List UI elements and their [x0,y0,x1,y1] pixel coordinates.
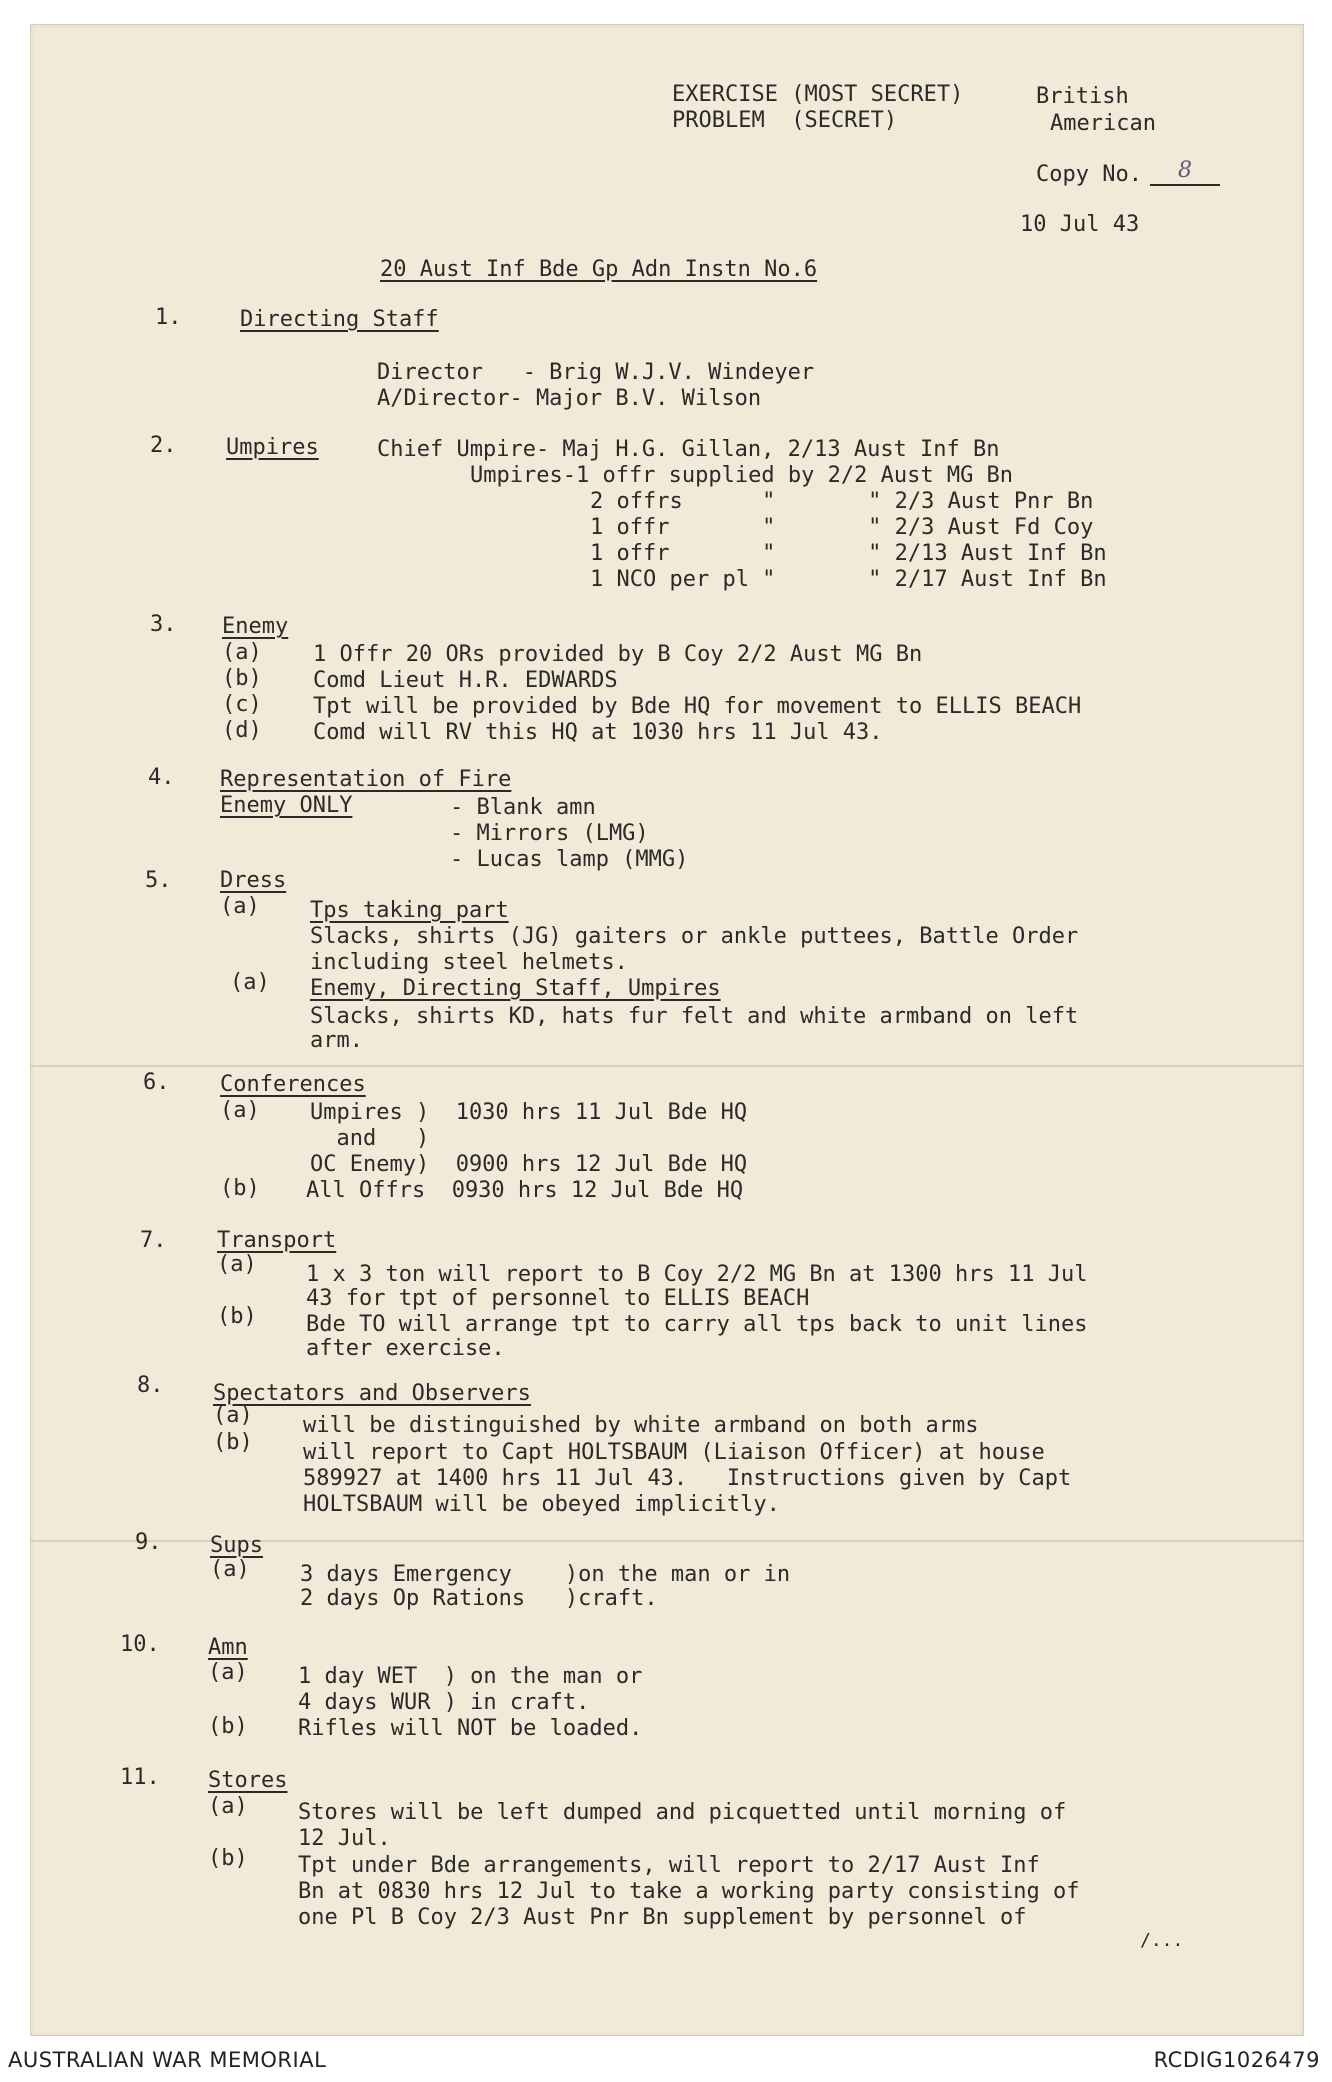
footer-source: AUSTRALIAN WAR MEMORIAL [8,2048,327,2072]
item-key: (b) [222,666,262,691]
item-key: (b) [213,1430,253,1455]
item-line: HOLTSBAUM will be obeyed implicitly. [303,1492,780,1517]
item-key: (a) [213,1403,253,1428]
item-text: 1 Offr 20 ORs provided by B Coy 2/2 Aust MG Bn [313,642,923,667]
item-line: 43 for tpt of personnel to ELLIS BEACH [306,1286,810,1311]
section-heading: Representation of Fire [220,767,512,792]
section-number: 4. [148,765,175,790]
copy-number: 8 [1150,158,1220,186]
item-line: 589927 at 1400 hrs 11 Jul 43. Instructions given by Capt [303,1466,1072,1491]
item-line: Bde TO will arrange tpt to carry all tps back to unit lines [306,1312,1088,1337]
section-line: - Mirrors (LMG) [450,821,649,846]
section-number: 1. [155,305,182,330]
item-line: 1 day WET ) on the man or [298,1664,643,1689]
section-heading: Amn [208,1635,248,1660]
item-line: Slacks, shirts KD, hats fur felt and white armband on left [310,1004,1079,1029]
item-heading: Tps taking part [310,898,509,923]
section-heading: Directing Staff [240,307,439,332]
section-number: 2. [150,433,177,458]
section-heading: Stores [208,1768,288,1793]
section-line: - Blank amn [450,795,596,820]
section-line: 2 offrs " " 2/3 Aust Pnr Bn [590,489,1094,514]
item-key: (b) [220,1176,260,1201]
section-number: 3. [150,612,177,637]
section-number: 10. [120,1632,160,1657]
item-line: Stores will be left dumped and picquetted until morning of [298,1800,1067,1825]
item-key: (a) [208,1660,248,1685]
item-key: (c) [222,692,262,717]
copy-label: Copy No. [1036,162,1142,187]
section-number: 6. [143,1070,170,1095]
section-line: 1 offr " " 2/13 Aust Inf Bn [590,541,1107,566]
item-line: will report to Capt HOLTSBAUM (Liaison Officer) at house [303,1440,1045,1465]
item-text: OC Enemy) 0900 hrs 12 Jul Bde HQ [310,1152,748,1177]
item-line: 3 days Emergency )on the man or in [300,1562,791,1587]
classification-line-1: EXERCISE (MOST SECRET) [672,82,964,107]
item-key: (a) [217,1252,257,1277]
classification-line-2: PROBLEM (SECRET) [672,108,898,133]
section-line: 1 NCO per pl " " 2/17 Aust Inf Bn [590,567,1107,592]
section-heading: Transport [217,1228,337,1253]
section-heading: Conferences [220,1072,366,1097]
document-date: 10 Jul 43 [1020,212,1140,237]
section-heading: Sups [210,1533,263,1558]
item-line: including steel helmets. [310,950,628,975]
section-line: A/Director- Major B.V. Wilson [377,386,762,411]
section-line: Umpires-1 offr supplied by 2/2 Aust MG Bn [470,463,1014,488]
item-line: arm. [310,1028,363,1053]
item-text: Comd will RV this HQ at 1030 hrs 11 Jul 43. [313,720,883,745]
section-number: 9. [135,1530,162,1555]
item-key: (d) [222,718,262,743]
item-key: (b) [208,1714,248,1739]
item-key: (a) [220,1098,260,1123]
continuation-mark: /... [1140,1930,1184,1951]
item-text: All Offrs 0930 hrs 12 Jul Bde HQ [306,1178,744,1203]
section-number: 8. [137,1373,164,1398]
section-heading: Spectators and Observers [213,1381,531,1406]
item-text: Tpt will be provided by Bde HQ for movement to ELLIS BEACH [313,694,1082,719]
item-key: (a) [210,1557,250,1582]
item-line: 4 days WUR ) in craft. [298,1690,590,1715]
section-subheading: Enemy ONLY [220,793,353,818]
item-line: 2 days Op Rations )craft. [300,1586,658,1611]
item-key: (b) [208,1846,248,1871]
item-text: and ) [310,1126,430,1151]
item-text: Comd Lieut H.R. EDWARDS [313,668,618,693]
item-line: 12 Jul. [298,1826,391,1851]
item-key: (a) [220,894,260,919]
item-line: after exercise. [306,1336,505,1361]
item-line: Slacks, shirts (JG) gaiters or ankle puttees, Battle Order [310,924,1079,949]
section-number: 5. [145,868,172,893]
country-american: American [1050,111,1156,136]
section-line: Director - Brig W.J.V. Windeyer [377,360,815,385]
section-line: 1 offr " " 2/3 Aust Fd Coy [590,515,1094,540]
item-key: (b) [217,1304,257,1329]
item-line: Rifles will NOT be loaded. [298,1716,643,1741]
fold-line [31,1065,1303,1067]
footer-id: RCDIG1026479 [1153,2048,1320,2072]
section-heading: Dress [220,868,287,893]
item-line: will be distinguished by white armband on both arms [303,1413,979,1438]
document-title: 20 Aust Inf Bde Gp Adn Instn No.6 [380,257,818,282]
section-line: Chief Umpire- Maj H.G. Gillan, 2/13 Aust Inf Bn [377,437,1000,462]
item-line: Bn at 0830 hrs 12 Jul to take a working party consisting of [298,1879,1080,1904]
country-british: British [1036,84,1129,109]
item-key: (a) [230,970,270,995]
section-heading: Enemy [222,614,289,639]
section-number: 11. [120,1765,160,1790]
item-heading: Enemy, Directing Staff, Umpires [310,976,721,1001]
item-line: one Pl B Coy 2/3 Aust Pnr Bn supplement by personnel of [298,1905,1027,1930]
section-heading: Umpires [226,435,319,460]
section-line: - Lucas lamp (MMG) [450,847,689,872]
item-line: 1 x 3 ton will report to B Coy 2/2 MG Bn at 1300 hrs 11 Jul [306,1262,1088,1287]
section-number: 7. [140,1228,167,1253]
item-line: Tpt under Bde arrangements, will report to 2/17 Aust Inf [298,1853,1040,1878]
item-key: (a) [208,1794,248,1819]
item-text: Umpires ) 1030 hrs 11 Jul Bde HQ [310,1100,748,1125]
item-key: (a) [222,640,262,665]
